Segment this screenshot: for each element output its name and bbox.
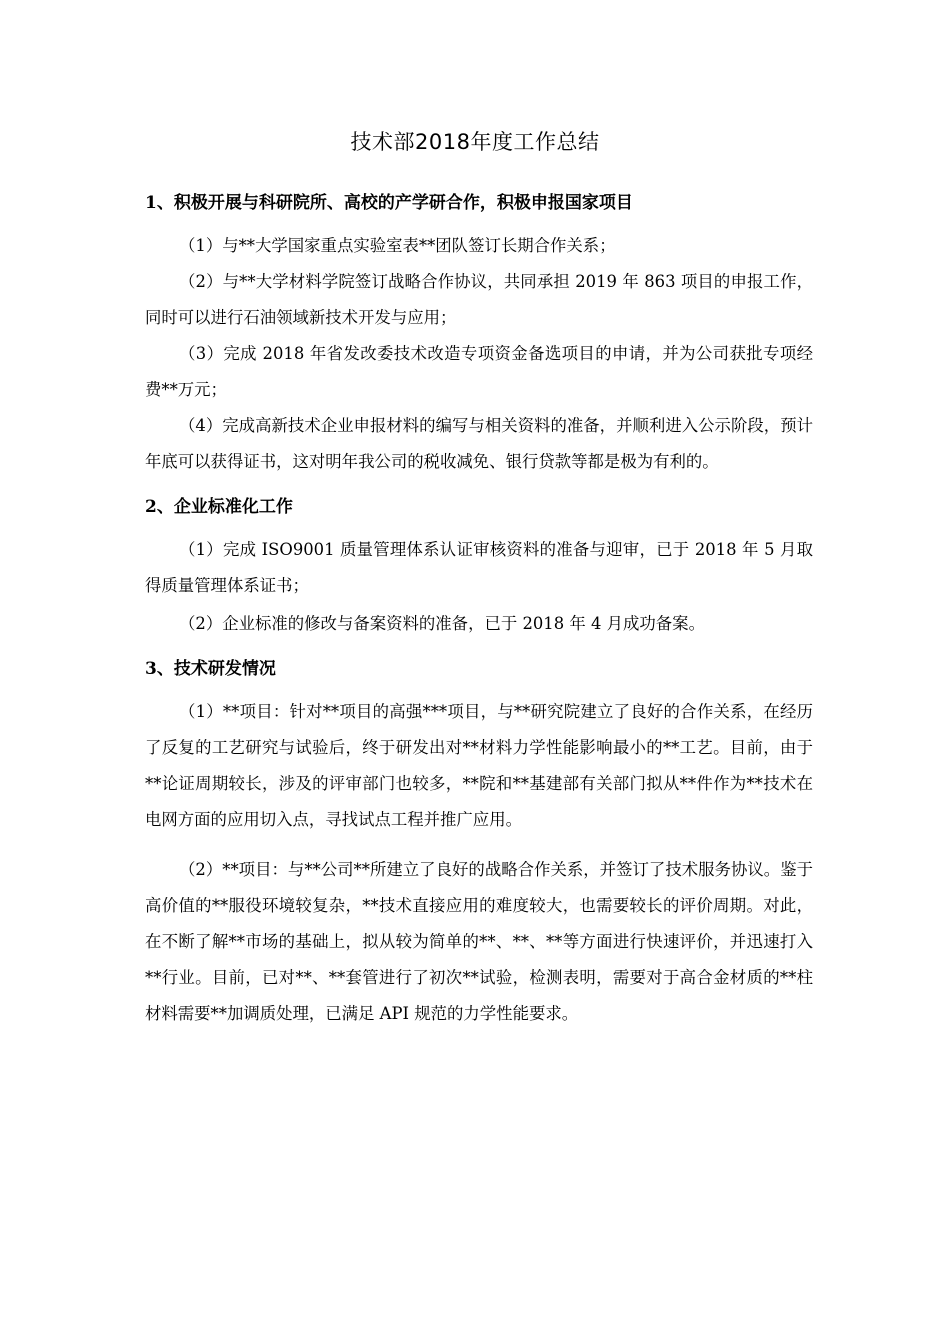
paragraph: （2）企业标准的修改与备案资料的准备，已于 2018 年 4 月成功备案。	[179, 614, 705, 633]
section-heading: 2、企业标准化工作	[145, 497, 293, 517]
paragraph: （2）与**大学材料学院签订战略合作协议，共同承担 2019 年 863 项目的申报工作，同时可以进行石油领域新技术开发与应用；	[145, 272, 813, 327]
paragraph: （2）**项目：与**公司**所建立了良好的战略合作关系，并签订了技术服务协议。鉴于高价值的**服役环境较复杂，**技术直接应用的难度较大，也需要较长的评价周期。对此，在不断了解**市场的基础上，拟从较为简单的**、**、**等方面进行快速评价，并迅速打入**行业。目前，已对**、**套管进行了初次**试验，检测表明，需要对于高合金材质的**柱材料需要**加调质处理，已满足 API 规范的力学性能要求。	[145, 860, 813, 1023]
section-heading: 3、技术研发情况	[145, 659, 276, 679]
paragraph: （4）完成高新技术企业申报材料的编写与相关资料的准备，并顺利进入公示阶段，预计年底可以获得证书，这对明年我公司的税收减免、银行贷款等都是极为有利的。	[145, 416, 813, 471]
paragraph: （1）与**大学国家重点实验室表**团队签订长期合作关系；	[179, 236, 616, 255]
paragraph: （1）完成 ISO9001 质量管理体系认证审核资料的准备与迎审，已于 2018 年 5 月取得质量管理体系证书；	[145, 540, 813, 595]
document-title: 技术部2018年度工作总结	[350, 130, 600, 154]
section-heading: 1、积极开展与科研院所、高校的产学研合作，积极申报国家项目	[145, 193, 633, 213]
section-2	[145, 490, 813, 642]
paragraph: （3）完成 2018 年省发改委技术改造专项资金备选项目的申请，并为公司获批专项经费**万元；	[145, 344, 813, 399]
document-body	[145, 186, 813, 1032]
paragraph: （1）**项目：针对**项目的高强***项目，与**研究院建立了良好的合作关系，在经历了反复的工艺研究与试验后，终于研发出对**材料力学性能影响最小的**工艺。目前，由于**论证周期较长，涉及的评审部门也较多，**院和**基建部有关部门拟从**件作为**技术在电网方面的应用切入点，寻找试点工程并推广应用。	[145, 702, 813, 829]
section-1	[145, 186, 813, 480]
section-3	[145, 652, 813, 1032]
